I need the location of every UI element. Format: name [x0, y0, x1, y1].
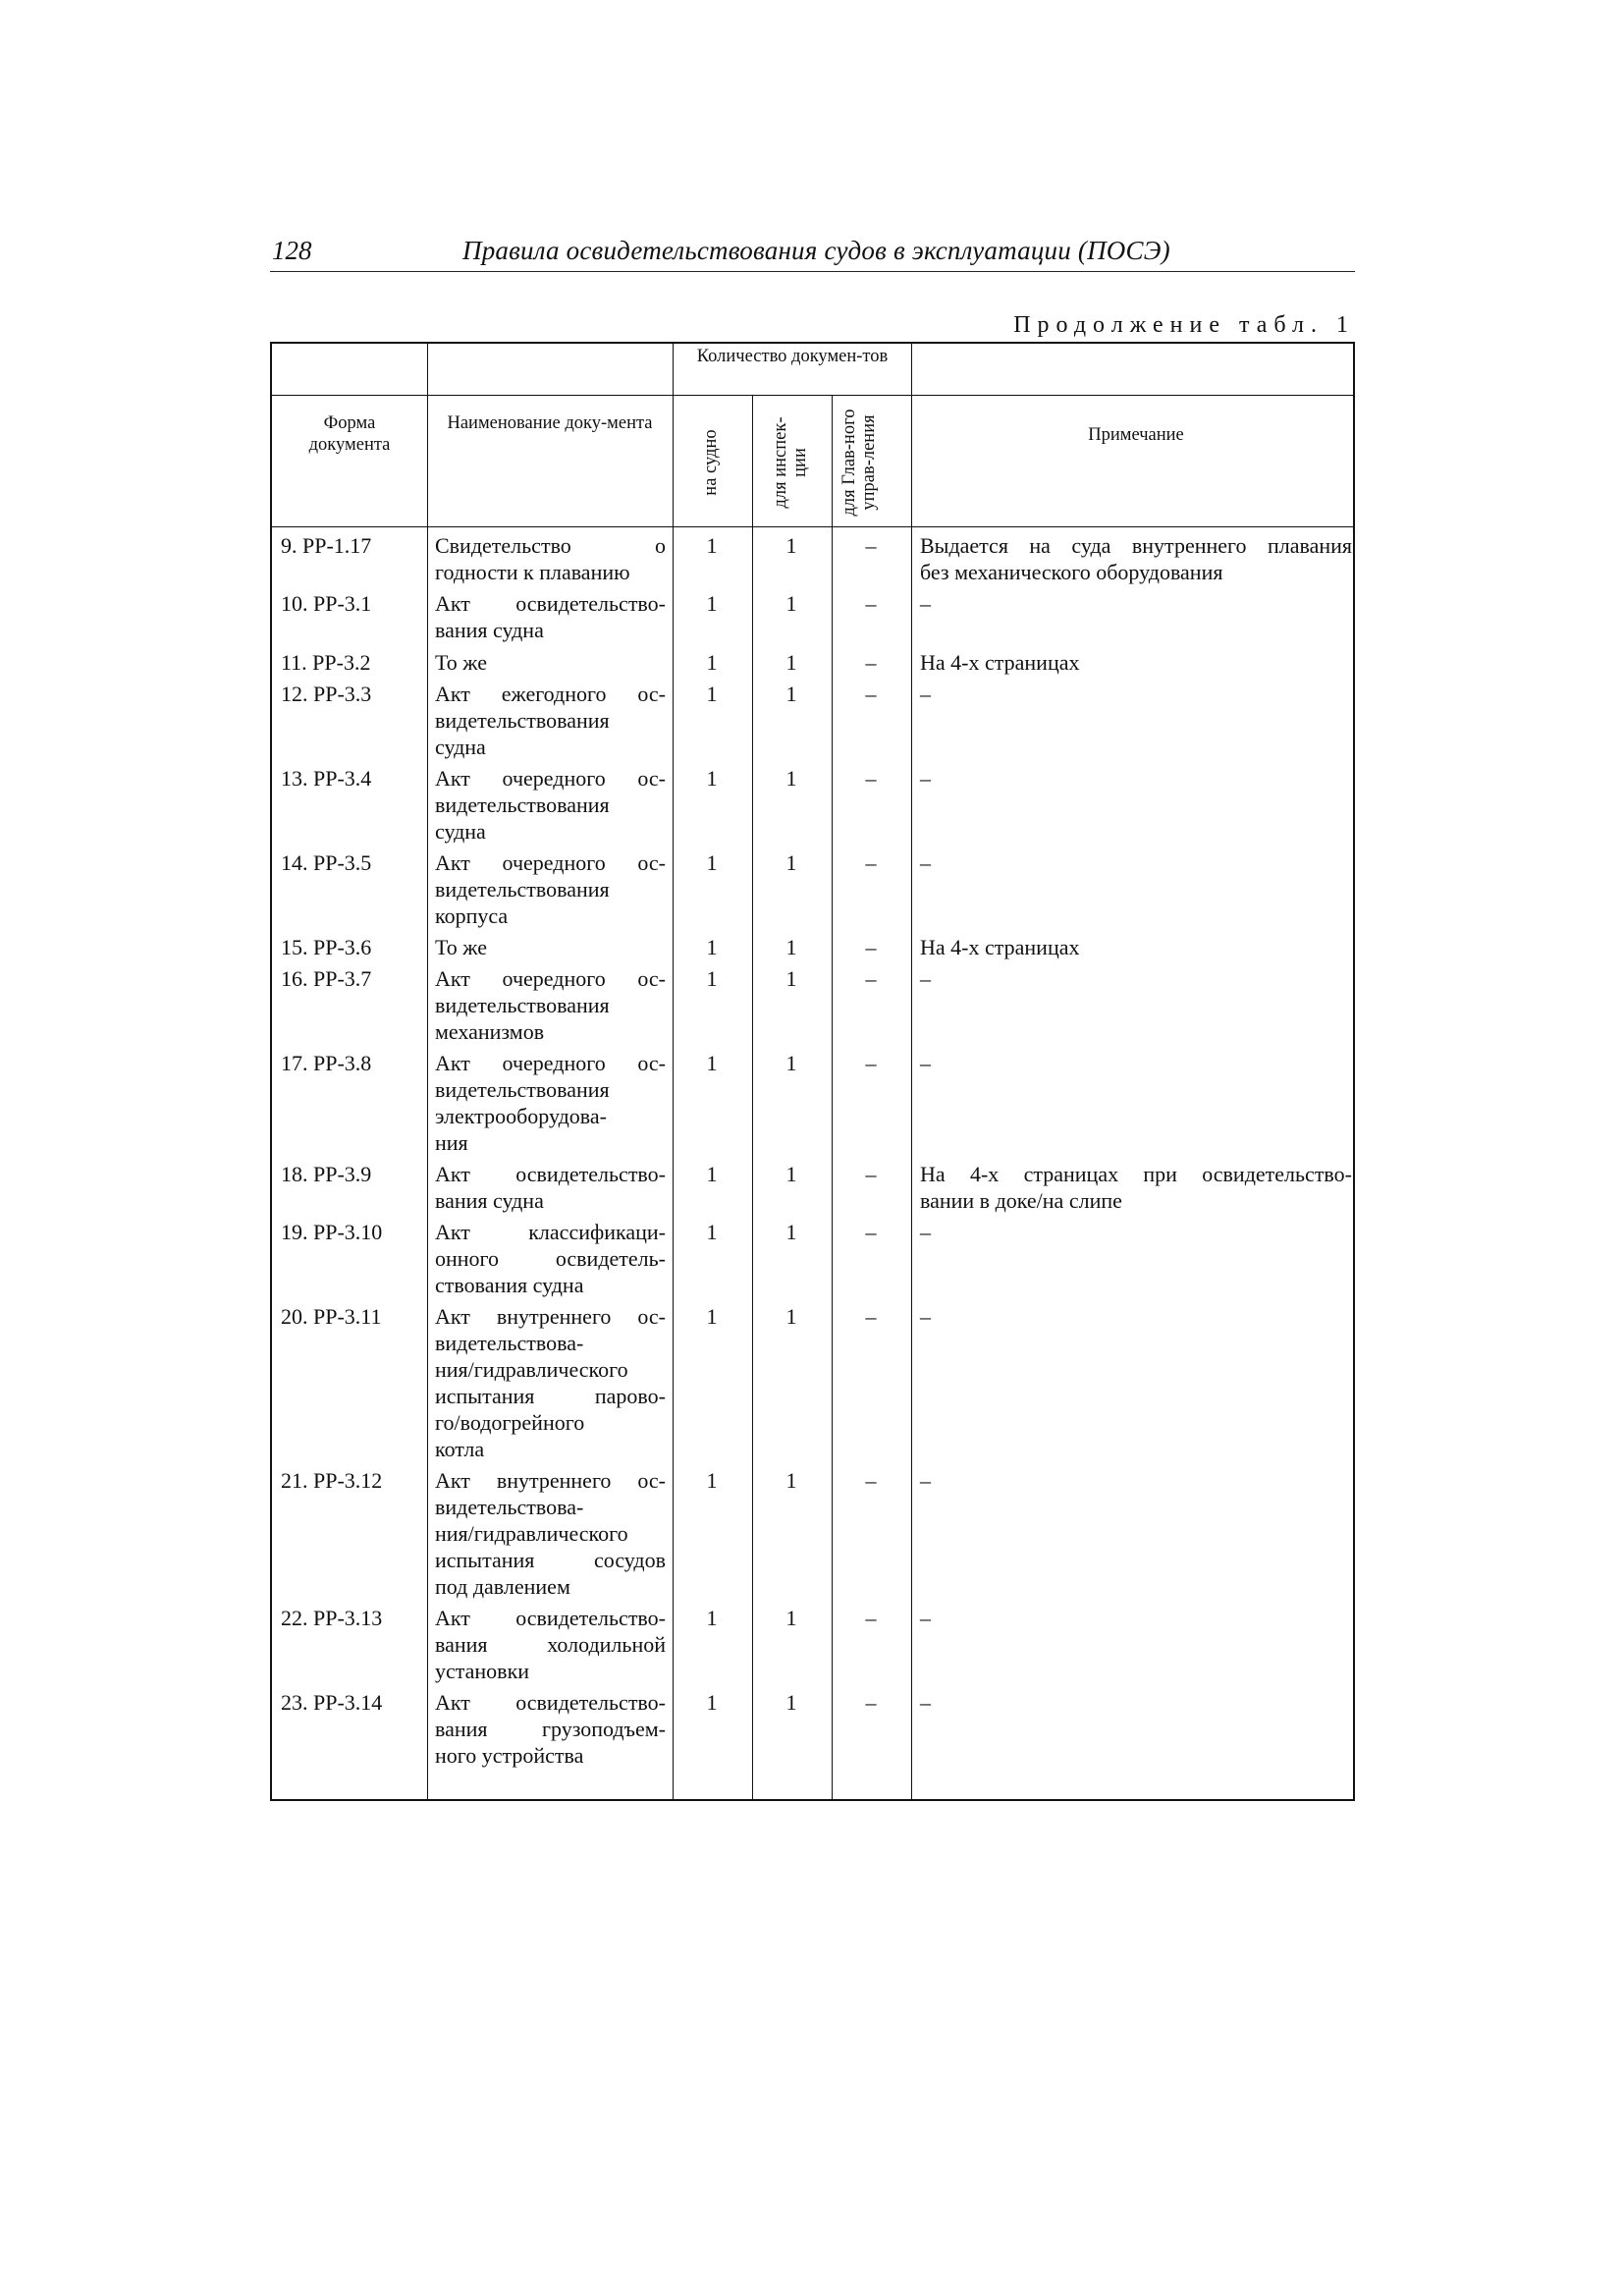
cell-document-name: То же	[435, 650, 487, 675]
cell-document-name: Свидетельство о годности к плаванию	[435, 533, 666, 584]
cell-note: –	[920, 1690, 931, 1715]
cell-qty-inspection: 1	[785, 1051, 797, 1075]
cell-qty-main: –	[865, 850, 877, 875]
col-rule-name	[673, 344, 674, 1801]
cell-qty-inspection: 1	[785, 1304, 797, 1329]
cell-qty-ship: 1	[706, 682, 718, 706]
cell-qty-main: –	[865, 650, 877, 675]
cell-note: –	[920, 682, 931, 706]
header-rule-note	[911, 395, 1355, 396]
cell-document-name: Акт освидетельство- вания холодильной установки	[435, 1606, 666, 1683]
cell-form-number: 14. РР-3.5	[281, 850, 372, 875]
cell-qty-main: –	[865, 1162, 877, 1186]
cell-qty-main: –	[865, 1051, 877, 1075]
header-qty-ship: на судно	[701, 429, 721, 496]
header-qty-inspection: для инспек-ции	[771, 416, 810, 509]
header-rule-qty	[673, 395, 911, 396]
cell-qty-ship: 1	[706, 850, 718, 875]
cell-qty-ship: 1	[706, 1051, 718, 1075]
running-title: Правила освидетельствования судов в эксплуатации (ПОСЭ)	[462, 236, 1170, 265]
cell-document-name: Акт внутреннего ос- видетельствова- ния/гидравлического испытания сосудов под давлением	[435, 1468, 666, 1599]
cell-form-number: 17. РР-3.8	[281, 1051, 372, 1075]
cell-note: –	[920, 1606, 931, 1630]
cell-qty-main: –	[865, 1304, 877, 1329]
cell-qty-inspection: 1	[785, 766, 797, 791]
cell-qty-main: –	[865, 1606, 877, 1630]
cell-note: –	[920, 850, 931, 875]
header-form: Форма документа	[308, 413, 391, 455]
cell-qty-inspection: 1	[785, 591, 797, 616]
cell-form-number: 13. РР-3.4	[281, 766, 372, 791]
table-continuation-label: Продолжение табл. 1	[1013, 312, 1355, 338]
cell-document-name: Акт освидетельство- вания грузоподъем- ного устройства	[435, 1690, 666, 1768]
cell-qty-inspection: 1	[785, 1220, 797, 1244]
cell-document-name: Акт освидетельство- вания судна	[435, 591, 666, 642]
cell-qty-ship: 1	[706, 591, 718, 616]
cell-note: –	[920, 766, 931, 791]
cell-note: –	[920, 1051, 931, 1075]
col-rule-qty2	[832, 395, 833, 1801]
cell-note: Выдается на суда внутреннего плавания без механического оборудования	[920, 533, 1352, 584]
cell-note: –	[920, 1304, 931, 1329]
cell-qty-inspection: 1	[785, 966, 797, 991]
cell-qty-inspection: 1	[785, 650, 797, 675]
cell-qty-inspection: 1	[785, 1690, 797, 1715]
cell-qty-main: –	[865, 766, 877, 791]
cell-qty-inspection: 1	[785, 1162, 797, 1186]
header-qty-group: Количество докумен-тов	[696, 347, 889, 366]
header-rule-form	[272, 395, 427, 396]
cell-document-name: Акт ежегодного ос- видетельствования судна	[435, 682, 666, 759]
cell-note: На 4-х страницах	[920, 650, 1080, 675]
cell-document-name: Акт очередного ос- видетельствования механизмов	[435, 966, 666, 1044]
cell-qty-main: –	[865, 1220, 877, 1244]
cell-qty-ship: 1	[706, 766, 718, 791]
running-header	[270, 236, 1355, 272]
cell-qty-ship: 1	[706, 1304, 718, 1329]
cell-form-number: 11. РР-3.2	[281, 650, 371, 675]
col-rule-qty3	[911, 344, 912, 1801]
cell-qty-main: –	[865, 1690, 877, 1715]
header-name: Наименование доку-мента	[447, 413, 653, 433]
cell-qty-ship: 1	[706, 650, 718, 675]
header-qty-main: для Глав-ного управ-ления	[839, 409, 879, 517]
cell-note: На 4-х страницах при освидетельство- вании в доке/на слипе	[920, 1162, 1352, 1213]
cell-qty-main: –	[865, 966, 877, 991]
header-note: Примечание	[1088, 425, 1184, 445]
cell-form-number: 18. РР-3.9	[281, 1162, 372, 1186]
cell-qty-ship: 1	[706, 1468, 718, 1493]
cell-form-number: 15. РР-3.6	[281, 935, 372, 959]
cell-form-number: 19. РР-3.10	[281, 1220, 383, 1244]
cell-qty-main: –	[865, 533, 877, 558]
cell-document-name: Акт очередного ос- видетельствования корпуса	[435, 850, 666, 928]
cell-qty-ship: 1	[706, 1690, 718, 1715]
cell-note: –	[920, 1468, 931, 1493]
cell-form-number: 21. РР-3.12	[281, 1468, 383, 1493]
cell-qty-ship: 1	[706, 1606, 718, 1630]
cell-form-number: 16. РР-3.7	[281, 966, 372, 991]
cell-qty-ship: 1	[706, 533, 718, 558]
cell-document-name: То же	[435, 935, 487, 959]
cell-qty-main: –	[865, 935, 877, 959]
col-rule-qty1	[752, 395, 753, 1801]
cell-qty-main: –	[865, 591, 877, 616]
cell-document-name: Акт классификаци- онного освидетель- ствования судна	[435, 1220, 666, 1297]
cell-form-number: 23. РР-3.14	[281, 1690, 383, 1715]
header-bottom-rule	[272, 526, 1355, 527]
cell-qty-inspection: 1	[785, 850, 797, 875]
cell-document-name: Акт внутреннего ос- видетельствова- ния/гидравлического испытания парово- го/водогрейного котла	[435, 1304, 666, 1461]
cell-document-name: Акт освидетельство- вания судна	[435, 1162, 666, 1213]
cell-qty-ship: 1	[706, 935, 718, 959]
cell-note: На 4-х страницах	[920, 935, 1080, 959]
cell-qty-ship: 1	[706, 1220, 718, 1244]
cell-note: –	[920, 1220, 931, 1244]
cell-qty-ship: 1	[706, 1162, 718, 1186]
page-number: 128	[272, 236, 312, 265]
cell-qty-main: –	[865, 682, 877, 706]
cell-qty-inspection: 1	[785, 1606, 797, 1630]
cell-note: –	[920, 966, 931, 991]
cell-form-number: 12. РР-3.3	[281, 682, 372, 706]
cell-qty-ship: 1	[706, 966, 718, 991]
header-rule-name	[427, 395, 673, 396]
cell-form-number: 9. РР-1.17	[281, 533, 372, 558]
cell-form-number: 10. РР-3.1	[281, 591, 372, 616]
cell-qty-inspection: 1	[785, 682, 797, 706]
cell-qty-main: –	[865, 1468, 877, 1493]
cell-document-name: Акт очередного ос- видетельствования судна	[435, 766, 666, 844]
cell-note: –	[920, 591, 931, 616]
cell-qty-inspection: 1	[785, 533, 797, 558]
cell-form-number: 22. РР-3.13	[281, 1606, 383, 1630]
cell-form-number: 20. РР-3.11	[281, 1304, 382, 1329]
documents-table	[270, 342, 1355, 1801]
cell-qty-inspection: 1	[785, 1468, 797, 1493]
cell-document-name: Акт очередного ос- видетельствования электрооборудова- ния	[435, 1051, 666, 1155]
cell-qty-inspection: 1	[785, 935, 797, 959]
